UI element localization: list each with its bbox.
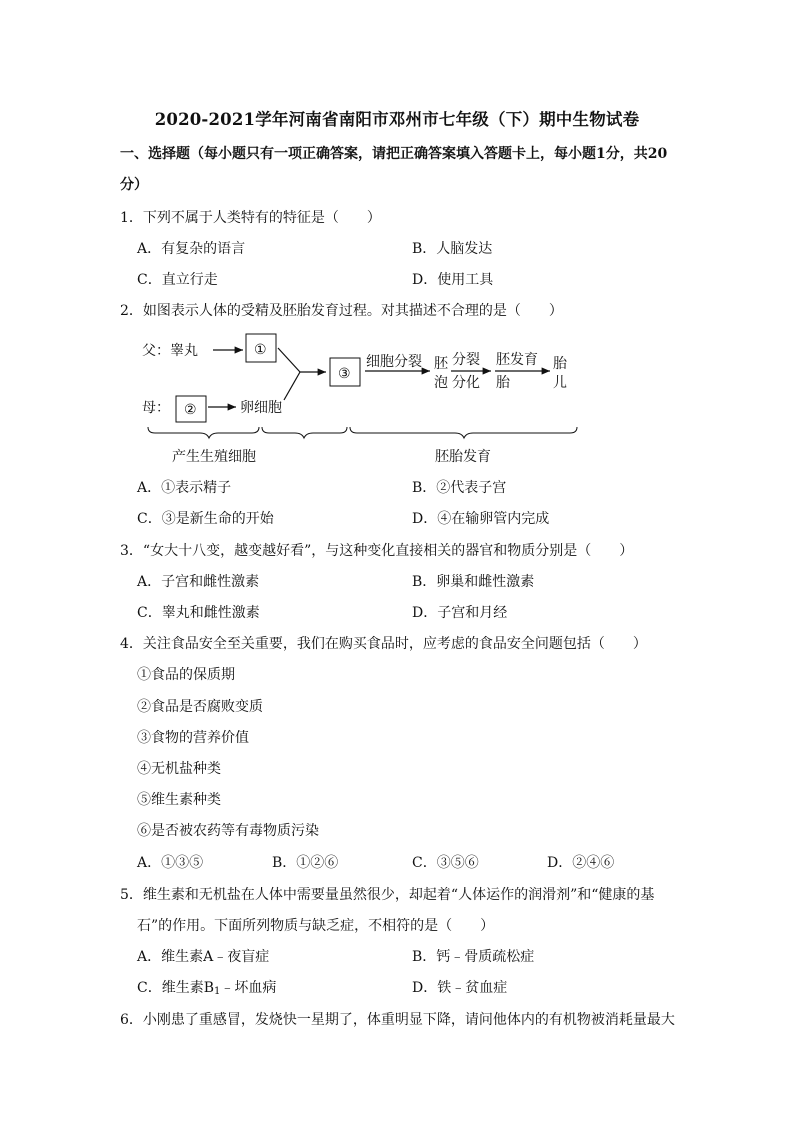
question-1-option-d: D．使用工具: [412, 272, 494, 288]
question-5-option-c-text: C．维生素B: [137, 980, 214, 996]
question-3-option-a: A．子宫和雌性激素: [137, 574, 260, 590]
question-3-stem: 3．“女大十八变，越变越好看”，与这种变化直接相关的器官和物质分别是（ ）: [120, 543, 634, 559]
fertilization-diagram: [0, 0, 794, 480]
fetus-label-1: 胎: [553, 356, 567, 372]
section-heading-line2: 分）: [120, 177, 148, 193]
question-4-item-5: ⑤维生素种类: [137, 792, 221, 808]
question-1-option-b: B．人脑发达: [412, 241, 493, 257]
question-4-item-6: ⑥是否被农药等有毒物质污染: [137, 823, 319, 839]
embryo-ball-label-1: 胚: [434, 356, 448, 372]
question-1-stem: 1．下列不属于人类特有的特征是（ ）: [120, 210, 381, 226]
question-3-option-d: D．子宫和月经: [412, 605, 508, 621]
question-2-option-a: A．①表示精子: [137, 480, 232, 496]
question-5-stem-line2: 石”的作用。下面所列物质与缺乏症，不相符的是（ ）: [137, 918, 495, 934]
label-embryo-development: 胚胎发育: [435, 449, 491, 465]
embryo-ball-label-2: 泡: [434, 375, 448, 391]
label-produce-cells: 产生生殖细胞: [172, 449, 256, 465]
brace-fertilization: [262, 427, 347, 438]
brace-cells: [148, 427, 259, 438]
differentiation-label-2: 分化: [452, 375, 480, 391]
develop-label-1: 胚发育: [496, 352, 538, 368]
question-2-option-c: C．③是新生命的开始: [137, 511, 274, 527]
diagram-mother-label: 母：: [142, 400, 170, 416]
question-5-option-d: D．铁﹣贫血症: [412, 980, 508, 996]
question-1-option-c: C．直立行走: [137, 272, 218, 288]
question-5-option-a: A．维生素A﹣夜盲症: [137, 949, 270, 965]
merge-line-top: [278, 348, 300, 372]
question-3-option-c: C．睾丸和雌性激素: [137, 605, 260, 621]
differentiation-label-1: 分裂: [452, 352, 480, 368]
box-1-label: ①: [254, 342, 267, 358]
diagram-father-label: 父：睾丸: [142, 343, 198, 359]
question-4-item-1: ①食品的保质期: [137, 667, 235, 683]
egg-cell-label: 卵细胞: [240, 400, 282, 416]
box-2-label: ②: [184, 402, 197, 418]
fetus-label-2: 儿: [553, 375, 567, 391]
page-title: 2020-2021学年河南省南阳市邓州市七年级（下）期中生物试卷: [154, 110, 640, 129]
question-4-option-b: B．①②⑥: [272, 855, 339, 871]
question-5-option-b: B．钙﹣骨质疏松症: [412, 949, 535, 965]
question-1-option-a: A．有复杂的语言: [137, 241, 246, 257]
question-2-option-d: D．④在输卵管内完成: [412, 511, 550, 527]
question-4-item-4: ④无机盐种类: [137, 761, 221, 777]
section-heading-line1: 一、选择题（每小题只有一项正确答案，请把正确答案填入答题卡上，每小题1分，共20: [120, 146, 668, 162]
question-4-stem: 4．关注食品安全至关重要，我们在购买食品时，应考虑的食品安全问题包括（ ）: [120, 636, 647, 652]
question-5-stem-line1: 5．维生素和无机盐在人体中需要量虽然很少，却起着“人体运作的润滑剂”和“健康的基: [120, 887, 655, 903]
question-4-option-d: D．②④⑥: [547, 855, 615, 871]
question-2-stem: 2．如图表示人体的受精及胚胎发育过程。对其描述不合理的是（ ）: [120, 303, 563, 319]
develop-label-2: 胎: [496, 375, 510, 391]
question-4-option-c: C．③⑤⑥: [412, 855, 479, 871]
cell-division-label: 细胞分裂: [366, 354, 422, 370]
question-3-option-b: B．卵巢和雌性激素: [412, 574, 535, 590]
question-5-option-c-subscript: 1: [214, 986, 221, 997]
brace-development: [350, 427, 577, 438]
box-3-label: ③: [338, 366, 351, 382]
question-5-option-c: [137, 977, 276, 997]
question-2-option-b: B．②代表子宫: [412, 480, 507, 496]
merge-line-bottom: [284, 372, 300, 400]
question-4-item-3: ③食物的营养价值: [137, 730, 249, 746]
question-5-option-c-tail: ﹣坏血病: [220, 980, 277, 996]
question-4-option-a: A．①③⑤: [137, 855, 204, 871]
question-6-stem: 6．小刚患了重感冒，发烧快一星期了，体重明显下降，请问他体内的有机物被消耗量最大: [120, 1012, 675, 1028]
question-4-item-2: ②食品是否腐败变质: [137, 699, 263, 715]
